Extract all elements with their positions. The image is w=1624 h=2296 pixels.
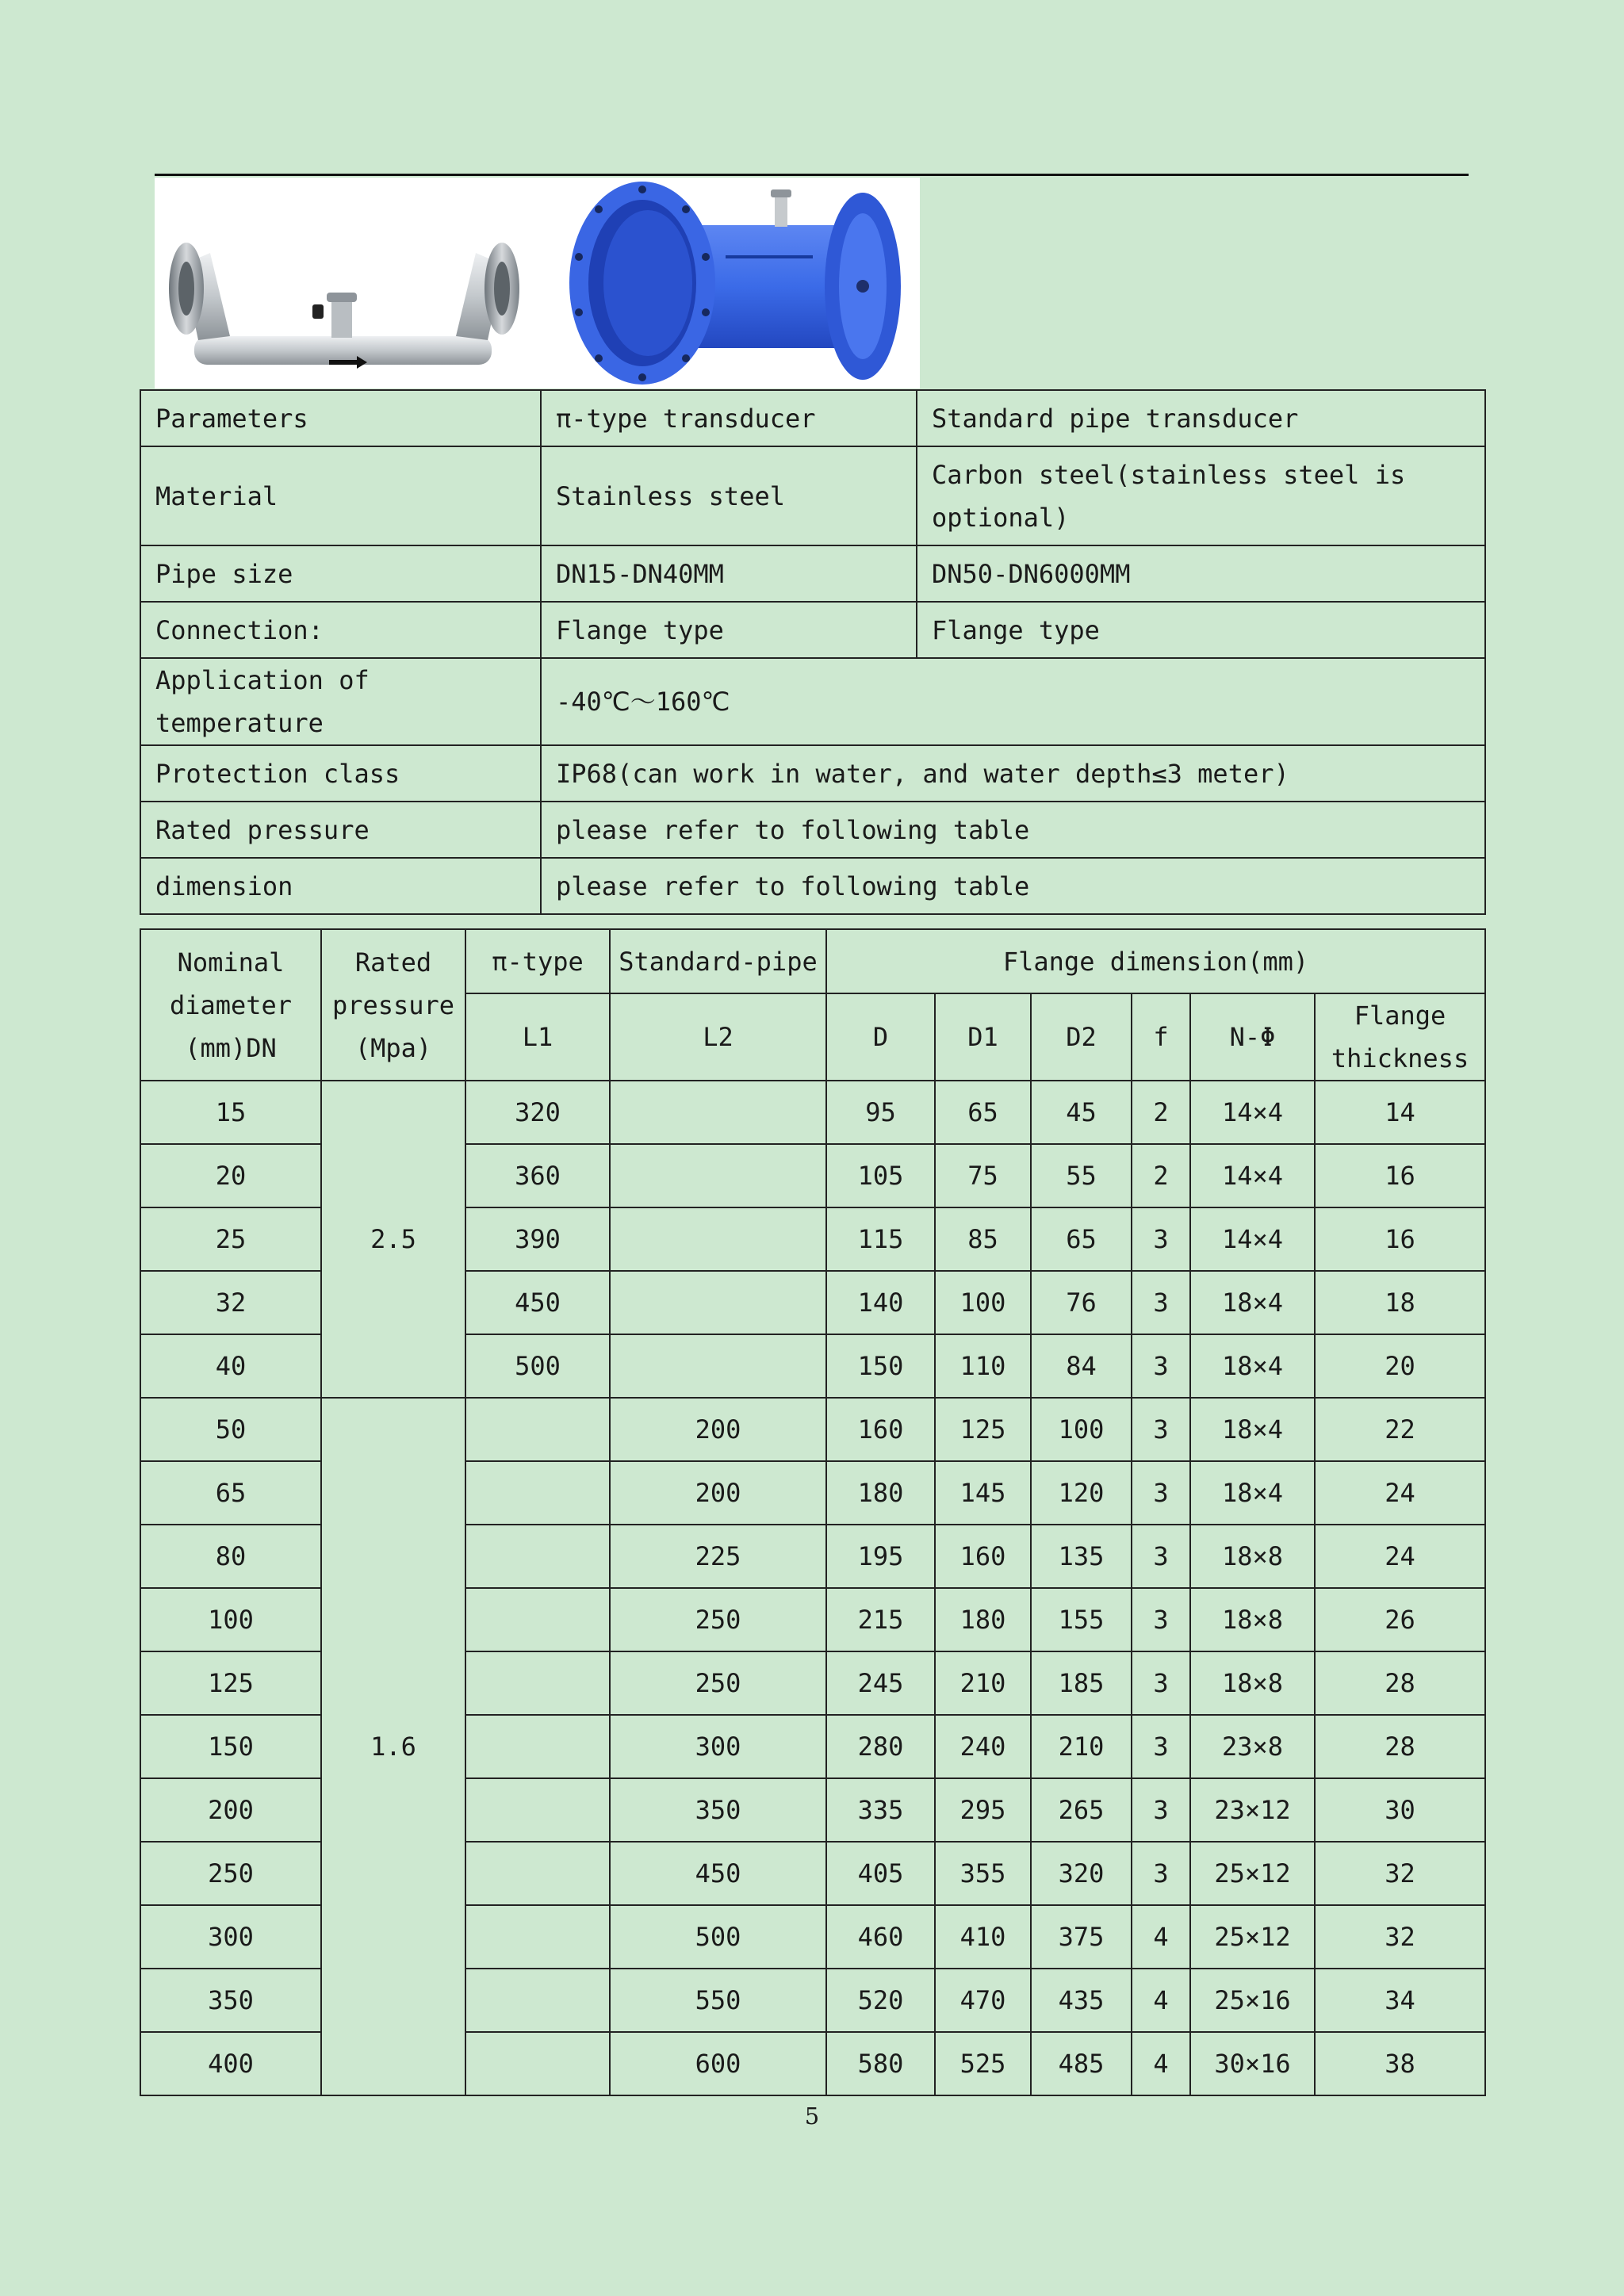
header-line: diameter <box>169 989 293 1020</box>
cell-nominal-diameter: 250 <box>140 1842 321 1905</box>
cell-n: 14×4 <box>1190 1144 1315 1207</box>
cell-l2: 450 <box>610 1842 826 1905</box>
cell-nominal-diameter: 40 <box>140 1334 321 1398</box>
cell-nominal-diameter: 200 <box>140 1778 321 1842</box>
header-rated-pressure <box>321 929 465 1081</box>
cell-nominal-diameter: 15 <box>140 1081 321 1144</box>
cell-nominal-diameter: 65 <box>140 1461 321 1525</box>
cell-d1: 160 <box>935 1525 1031 1588</box>
cell-d2: 65 <box>1031 1207 1132 1271</box>
cell-d1: 410 <box>935 1905 1031 1969</box>
cell-l2: 350 <box>610 1778 826 1842</box>
table-row <box>140 658 1485 745</box>
cell-d2: 485 <box>1031 2032 1132 2095</box>
cell-t: 24 <box>1315 1461 1485 1525</box>
cell-l2: 300 <box>610 1715 826 1778</box>
cell-f: 3 <box>1132 1271 1190 1334</box>
cell-f: 3 <box>1132 1525 1190 1588</box>
cell-nominal-diameter: 150 <box>140 1715 321 1778</box>
cell-l2 <box>610 1207 826 1271</box>
cell-d1: 65 <box>935 1081 1031 1144</box>
header-d1: D1 <box>935 993 1031 1081</box>
material-std-line-1: Carbon steel(stainless steel is <box>932 459 1406 490</box>
cell-t: 26 <box>1315 1588 1485 1651</box>
cell-d2: 185 <box>1031 1651 1132 1715</box>
cell-d: 280 <box>826 1715 935 1778</box>
header-l1: L1 <box>465 993 610 1081</box>
cell-d2: 84 <box>1031 1334 1132 1398</box>
cell-l1: 320 <box>465 1081 610 1144</box>
header-line: pressure <box>331 989 455 1020</box>
table-header-row <box>140 929 1485 993</box>
cell-l2: 200 <box>610 1398 826 1461</box>
cell-l1 <box>465 1461 610 1525</box>
cell-t: 14 <box>1315 1081 1485 1144</box>
cell-d: 105 <box>826 1144 935 1207</box>
table-cell: Stainless steel <box>541 446 917 545</box>
cell-f: 4 <box>1132 1969 1190 2032</box>
cell-l2: 600 <box>610 2032 826 2095</box>
table-row <box>140 1081 1485 1144</box>
cell-d1: 470 <box>935 1969 1031 2032</box>
cell-d2: 135 <box>1031 1525 1132 1588</box>
product-photos <box>155 178 920 388</box>
cell-d2: 76 <box>1031 1271 1132 1334</box>
cell-d1: 355 <box>935 1842 1031 1905</box>
header-flange-thickness <box>1315 993 1485 1081</box>
cell-f: 3 <box>1132 1715 1190 1778</box>
cell-f: 3 <box>1132 1651 1190 1715</box>
cell-nominal-diameter: 125 <box>140 1651 321 1715</box>
cell-l1: 360 <box>465 1144 610 1207</box>
cell-nominal-diameter: 300 <box>140 1905 321 1969</box>
cell-f: 4 <box>1132 2032 1190 2095</box>
cell-n: 14×4 <box>1190 1207 1315 1271</box>
header-standard-pipe: Standard-pipe <box>610 929 826 993</box>
header-n-phi: N-Φ <box>1190 993 1315 1081</box>
header-d2: D2 <box>1031 993 1132 1081</box>
cell-f: 2 <box>1132 1144 1190 1207</box>
header-line: (Mpa) <box>354 1032 432 1063</box>
cell-f: 3 <box>1132 1778 1190 1842</box>
header-line: Nominal <box>177 947 285 978</box>
cell-l1 <box>465 1842 610 1905</box>
cell-d2: 210 <box>1031 1715 1132 1778</box>
cell-t: 24 <box>1315 1525 1485 1588</box>
cell-l1 <box>465 1969 610 2032</box>
cell-t: 32 <box>1315 1905 1485 1969</box>
cell-f: 3 <box>1132 1207 1190 1271</box>
cell-n: 18×4 <box>1190 1334 1315 1398</box>
table-cell: Rated pressure <box>140 802 541 858</box>
cell-d1: 145 <box>935 1461 1031 1525</box>
table-row <box>140 602 1485 658</box>
top-rule <box>155 174 1469 176</box>
cell-l1: 450 <box>465 1271 610 1334</box>
cell-l1 <box>465 1715 610 1778</box>
table-cell: Protection class <box>140 745 541 802</box>
cell-l2 <box>610 1144 826 1207</box>
cell-f: 3 <box>1132 1461 1190 1525</box>
header-flange-dimension: Flange dimension(mm) <box>826 929 1485 993</box>
cell-l1 <box>465 1905 610 1969</box>
cell-t: 28 <box>1315 1651 1485 1715</box>
cell-l2: 500 <box>610 1905 826 1969</box>
table-row <box>140 390 1485 446</box>
table-cell: DN15-DN40MM <box>541 545 917 602</box>
table-cell: please refer to following table <box>541 802 1485 858</box>
cell-l2: 550 <box>610 1969 826 2032</box>
cell-d: 160 <box>826 1398 935 1461</box>
cell-l1 <box>465 2032 610 2095</box>
cell-nominal-diameter: 50 <box>140 1398 321 1461</box>
cell-d2: 45 <box>1031 1081 1132 1144</box>
cell-t: 16 <box>1315 1144 1485 1207</box>
cell-d: 405 <box>826 1842 935 1905</box>
cell-d2: 155 <box>1031 1588 1132 1651</box>
cell-nominal-diameter: 400 <box>140 2032 321 2095</box>
cell-d2: 265 <box>1031 1778 1132 1842</box>
cell-d1: 240 <box>935 1715 1031 1778</box>
table-row <box>140 802 1485 858</box>
cell-d1: 75 <box>935 1144 1031 1207</box>
cell-l2: 250 <box>610 1588 826 1651</box>
cell-d: 580 <box>826 2032 935 2095</box>
cell-l2 <box>610 1271 826 1334</box>
cell-d2: 55 <box>1031 1144 1132 1207</box>
cell-l1 <box>465 1525 610 1588</box>
cell-d: 245 <box>826 1651 935 1715</box>
table-row <box>140 1398 1485 1461</box>
cell-n: 23×12 <box>1190 1778 1315 1842</box>
table-row <box>140 446 1485 545</box>
cell-n: 18×8 <box>1190 1588 1315 1651</box>
table-header-cell: π-type transducer <box>541 390 917 446</box>
table-cell: IP68(can work in water, and water depth≤3 meter) <box>541 745 1485 802</box>
cell-l1 <box>465 1778 610 1842</box>
table-cell: -40℃～160℃ <box>541 658 1485 745</box>
table-cell: DN50-DN6000MM <box>917 545 1485 602</box>
cell-d: 195 <box>826 1525 935 1588</box>
header-d: D <box>826 993 935 1081</box>
cell-l1 <box>465 1651 610 1715</box>
cell-l1: 390 <box>465 1207 610 1271</box>
cell-d: 215 <box>826 1588 935 1651</box>
cell-l2 <box>610 1334 826 1398</box>
cell-t: 34 <box>1315 1969 1485 2032</box>
cell-n: 18×4 <box>1190 1461 1315 1525</box>
cell-t: 30 <box>1315 1778 1485 1842</box>
cell-d1: 110 <box>935 1334 1031 1398</box>
cell-f: 3 <box>1132 1842 1190 1905</box>
cell-n: 14×4 <box>1190 1081 1315 1144</box>
header-line: thickness <box>1331 1043 1469 1073</box>
cell-n: 18×4 <box>1190 1271 1315 1334</box>
cell-t: 20 <box>1315 1334 1485 1398</box>
cell-f: 4 <box>1132 1905 1190 1969</box>
cell-d1: 180 <box>935 1588 1031 1651</box>
dimensions-body <box>140 1081 1485 2095</box>
cell-d: 520 <box>826 1969 935 2032</box>
table-cell: Application of temperature <box>140 658 541 745</box>
pi-type-transducer-photo-icon <box>169 243 519 369</box>
cell-rated-pressure: 2.5 <box>321 1081 465 1398</box>
table-cell <box>917 446 1485 545</box>
parameters-table <box>140 389 1486 915</box>
cell-d1: 100 <box>935 1271 1031 1334</box>
cell-t: 38 <box>1315 2032 1485 2095</box>
cell-d2: 320 <box>1031 1842 1132 1905</box>
cell-n: 25×16 <box>1190 1969 1315 2032</box>
cell-t: 18 <box>1315 1271 1485 1334</box>
cell-n: 25×12 <box>1190 1842 1315 1905</box>
cell-t: 28 <box>1315 1715 1485 1778</box>
cell-n: 30×16 <box>1190 2032 1315 2095</box>
table-cell: Flange type <box>541 602 917 658</box>
cell-t: 16 <box>1315 1207 1485 1271</box>
table-header-cell: Parameters <box>140 390 541 446</box>
cell-d: 150 <box>826 1334 935 1398</box>
cell-l1 <box>465 1588 610 1651</box>
cell-f: 3 <box>1132 1334 1190 1398</box>
cell-d2: 435 <box>1031 1969 1132 2032</box>
cell-d2: 120 <box>1031 1461 1132 1525</box>
table-cell: Flange type <box>917 602 1485 658</box>
cell-nominal-diameter: 32 <box>140 1271 321 1334</box>
cell-d: 95 <box>826 1081 935 1144</box>
header-pi-type: π-type <box>465 929 610 993</box>
cell-f: 2 <box>1132 1081 1190 1144</box>
table-cell: Material <box>140 446 541 545</box>
cell-f: 3 <box>1132 1588 1190 1651</box>
table-cell: please refer to following table <box>541 858 1485 914</box>
table-row <box>140 545 1485 602</box>
table-cell: Pipe size <box>140 545 541 602</box>
header-line: Rated <box>354 947 432 978</box>
cell-d1: 525 <box>935 2032 1031 2095</box>
cell-d2: 100 <box>1031 1398 1132 1461</box>
cell-nominal-diameter: 25 <box>140 1207 321 1271</box>
cell-d1: 125 <box>935 1398 1031 1461</box>
cell-nominal-diameter: 20 <box>140 1144 321 1207</box>
header-line: (mm)DN <box>185 1032 277 1063</box>
cell-d2: 375 <box>1031 1905 1132 1969</box>
header-line: Flange <box>1354 1001 1446 1031</box>
cell-d: 115 <box>826 1207 935 1271</box>
header-nominal-diameter <box>140 929 321 1081</box>
cell-t: 32 <box>1315 1842 1485 1905</box>
cell-d1: 295 <box>935 1778 1031 1842</box>
cell-d: 335 <box>826 1778 935 1842</box>
cell-nominal-diameter: 350 <box>140 1969 321 2032</box>
cell-n: 25×12 <box>1190 1905 1315 1969</box>
header-l2: L2 <box>610 993 826 1081</box>
cell-f: 3 <box>1132 1398 1190 1461</box>
cell-l2 <box>610 1081 826 1144</box>
cell-l2: 200 <box>610 1461 826 1525</box>
cell-l2: 250 <box>610 1651 826 1715</box>
cell-rated-pressure: 1.6 <box>321 1398 465 2095</box>
header-f: f <box>1132 993 1190 1081</box>
material-std-line-2: optional) <box>932 502 1070 533</box>
cell-nominal-diameter: 80 <box>140 1525 321 1588</box>
cell-d: 180 <box>826 1461 935 1525</box>
cell-l1 <box>465 1398 610 1461</box>
cell-n: 23×8 <box>1190 1715 1315 1778</box>
cell-d: 140 <box>826 1271 935 1334</box>
cell-d: 460 <box>826 1905 935 1969</box>
cell-t: 22 <box>1315 1398 1485 1461</box>
table-row <box>140 745 1485 802</box>
page-number: 5 <box>804 2103 820 2130</box>
dimensions-table <box>140 928 1486 2096</box>
standard-pipe-transducer-photo-icon <box>569 182 901 385</box>
cell-d1: 85 <box>935 1207 1031 1271</box>
table-header-cell: Standard pipe transducer <box>917 390 1485 446</box>
table-cell: dimension <box>140 858 541 914</box>
table-row <box>140 858 1485 914</box>
cell-l1: 500 <box>465 1334 610 1398</box>
cell-nominal-diameter: 100 <box>140 1588 321 1651</box>
cell-n: 18×4 <box>1190 1398 1315 1461</box>
cell-d1: 210 <box>935 1651 1031 1715</box>
table-cell: Connection: <box>140 602 541 658</box>
cell-n: 18×8 <box>1190 1525 1315 1588</box>
cell-n: 18×8 <box>1190 1651 1315 1715</box>
cell-l2: 225 <box>610 1525 826 1588</box>
